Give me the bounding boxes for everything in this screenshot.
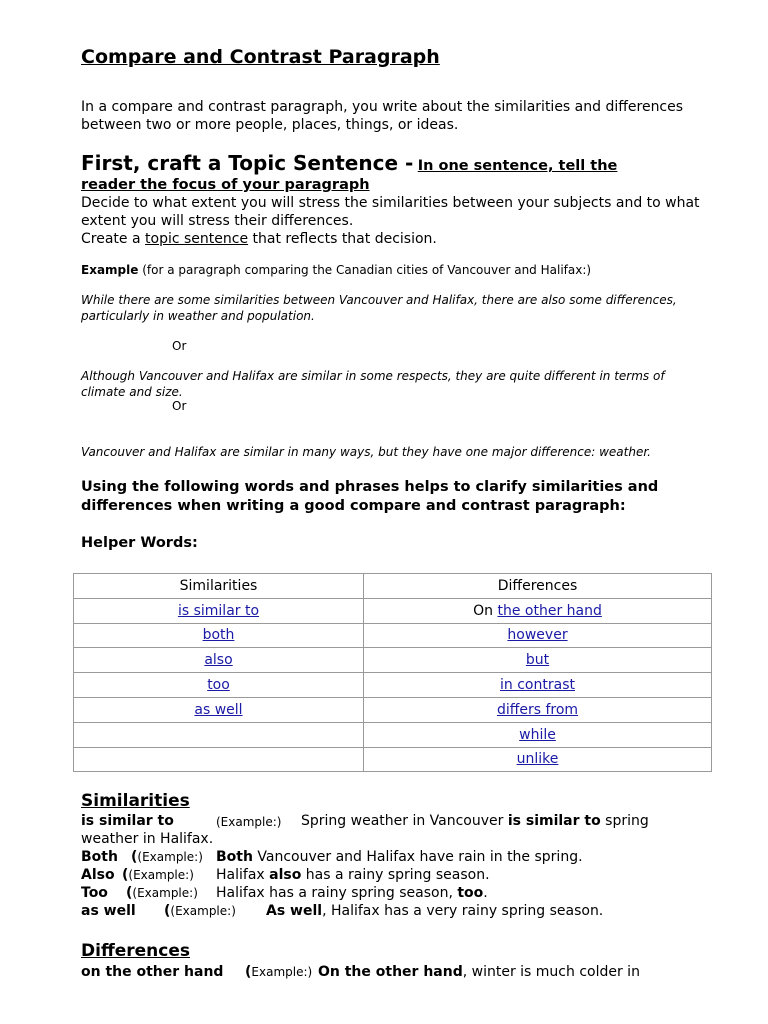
similarity-example-1: is similar to: [81, 813, 174, 829]
table-row: is similar to On the other hand: [74, 598, 712, 623]
diff-link-the-other-hand[interactable]: the other hand: [497, 602, 602, 619]
sim-link-too[interactable]: too: [207, 677, 230, 694]
similarity-example-3: Also: [81, 867, 115, 883]
document-page: Compare and Contrast Paragraph In a compare and contrast paragraph, you write about the similarities and differences between two or more people, places, things, or ideas. First, craft a Topic Sentence - In one sentence, tell the reader the focus of your paragraph Decide to what extent you will stress the similarities between your subjects and to what extent you will stress their differences. Create a topic sentence that reflects that decision. Example (for a paragraph comparing the Canadian cities of Vancouver and Halifax:) While there are some similarities between Vancouver and Halifax, there are also some differences, particularly in weather and population. Or Although Vancouver and Halifax are similar in some respects, they are quite different in terms of climate and size. Or Vancouver and Halifax are similar in many ways, but they have one major difference: weather. Using the following words and phrases helps to clarify similarities and differences when writing a good compare and contrast paragraph: Helper Words: Similarities Differences is similar to On the other hand both however also but too in contrast as well differs from while unlike Similarities is similar to (Example:) Spring weather in Vancouver is similar to spring weather in Halifax. Both ((Example:) Both Vancouver and Halifax have rain in the spring. Also ((Example:) Halifax also has a rainy spring season. Too ((Example:) Halifax has a rainy spring season, too. as well ((Example:) As well, Halifax has a very rainy spring season. Differences on the other hand (Example:) On the other hand, winter is much colder in: [0, 0, 768, 1024]
similarity-example-4: Too: [81, 885, 108, 901]
header-similarities: Similarities: [74, 574, 364, 599]
page-title: Compare and Contrast Paragraph: [81, 46, 440, 68]
sim-link-also[interactable]: also: [204, 652, 233, 669]
topic-subheading: In one sentence, tell the: [417, 158, 618, 174]
similarity-example-2: Both: [81, 849, 118, 865]
helper-words-table: [73, 573, 712, 772]
table-row: [74, 747, 712, 772]
diff-link-unlike[interactable]: unlike: [516, 751, 559, 768]
diff-link-but[interactable]: but: [525, 652, 550, 669]
table-row: [74, 697, 712, 722]
table-row: [74, 722, 712, 747]
diff-link-differs-from[interactable]: differs from: [496, 701, 579, 718]
difference-example-1: on the other hand: [81, 964, 224, 980]
sim-link-as-well[interactable]: as well: [194, 701, 243, 718]
sim-link-both[interactable]: both: [202, 627, 235, 644]
example-sentence-3: Vancouver and Halifax are similar in many ways, but they have one major difference: weather.: [81, 445, 651, 459]
create-line: Create a topic sentence that reflects that decision.: [81, 231, 437, 247]
example-label: Example: [81, 263, 139, 277]
topic-heading: First, craft a Topic Sentence -: [81, 151, 414, 175]
example-label: (Example:): [216, 815, 282, 829]
decide-paragraph: Decide to what extent you will stress the similarities between your subjects and to what extent you will stress their differences.: [81, 195, 700, 229]
similarities-heading: Similarities: [81, 791, 190, 811]
example-line: [81, 263, 591, 277]
or-separator-1: Or: [172, 339, 187, 353]
similarity-example-5: as well: [81, 903, 136, 919]
using-paragraph: Using the following words and phrases helps to clarify similarities and differences when writing a good compare and contrast paragraph:: [81, 479, 659, 514]
topic-sentence-link[interactable]: topic sentence: [145, 231, 249, 247]
sim-link-is-similar-to[interactable]: is similar to: [177, 602, 260, 619]
example-sentence-1: While there are some similarities between Vancouver and Halifax, there are also some differences, particularly in weather and population.: [81, 293, 677, 323]
topic-subheading-continued: reader the focus of your paragraph: [81, 177, 370, 193]
diff-link-in-contrast[interactable]: in contrast: [500, 677, 575, 694]
or-separator-2: Or: [172, 399, 187, 413]
diff-link-however[interactable]: however: [507, 627, 568, 644]
diff-link-while[interactable]: while: [519, 726, 556, 743]
header-differences: Differences: [364, 574, 712, 599]
intro-paragraph: In a compare and contrast paragraph, you write about the similarities and differences between two or more people, places, things, or ideas.: [81, 99, 684, 133]
topic-heading-line: [81, 150, 617, 179]
helper-words-heading: Helper Words:: [81, 535, 198, 551]
table-row: [74, 623, 712, 648]
differences-heading: Differences: [81, 941, 190, 961]
table-header-row: [74, 574, 712, 599]
example-note: (for a paragraph comparing the Canadian cities of Vancouver and Halifax:): [142, 263, 592, 277]
table-row: [74, 648, 712, 673]
table-row: [74, 673, 712, 698]
example-sentence-2: Although Vancouver and Halifax are similar in some respects, they are quite different in terms of climate and size.: [81, 369, 665, 399]
